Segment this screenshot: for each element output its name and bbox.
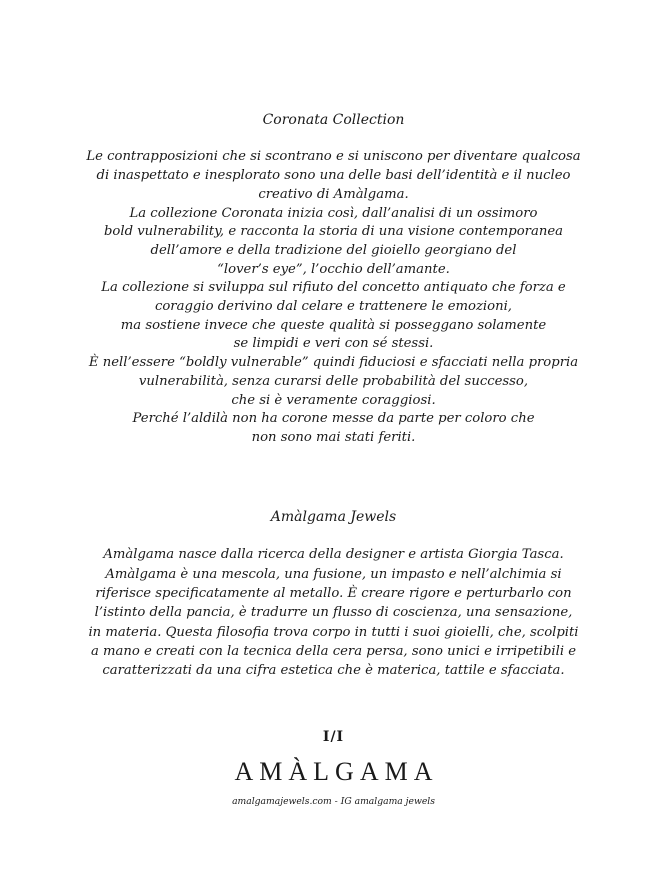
text-line: coraggio derivino dal celare e trattenere le emozioni, [154,299,512,315]
text-line: La collezione si sviluppa sul rifiuto del concetto antiquato che forza e [101,280,566,296]
text-line: bold vulnerability, e racconta la storia di una visione contemporanea [103,224,564,240]
text-line: a mano e creati con la tecnica della cera persa, sono unici e irripetibili e [90,643,577,659]
text-line: creativo di Amàlgama. [258,186,409,202]
text-line: in materia. Questa filosofia trova corpo in tutti i suoi gioielli, che, scolpiti [88,624,579,640]
coronata-collection-title: Coronata Collection [262,112,405,128]
text-line: Le contrapposizioni che si scontrano e si uniscono per diventare qualcosa [86,149,581,165]
text-line: di inaspettato e inesplorato sono una delle basi dell’identità e il nucleo [96,168,571,184]
text-line: non sono mai stati feriti. [251,429,416,445]
text-line: che si è veramente coraggiosi. [231,392,436,408]
coronata-collection-text [0,148,667,447]
text-line: Amàlgama è una mescola, una fusione, un impasto e nell’alchimia si [105,566,562,582]
text-line: È nell’essere “boldly vulnerable” quindi fiduciosi e sfacciati nella propria [88,355,579,371]
amalgama-jewels-title: Amàlgama Jewels [270,509,397,525]
text-line: se limpidi e veri con sé stessi. [233,336,434,352]
text-line: riferisce specificatamente al metallo. È creare rigore e perturbarlo con [95,585,572,601]
text-line: ma sostiene invece che queste qualità si posseggano solamente [120,317,547,333]
text-line: vulnerabilità, senza curarsi delle probabilità del successo, [138,373,529,389]
brand-logo-text: AMÀLGAMA [234,757,439,786]
text-line: Amàlgama nasce dalla ricerca della designer e artista Giorgia Tasca. [103,547,564,563]
amalgama-jewels-text [0,545,667,680]
text-line: Perché l’aldilà non ha corone messe da parte per coloro che [132,411,535,427]
text-line: dell’amore e della tradizione del gioiello georgiano del [150,242,517,258]
coronata-collection-section [0,111,667,448]
text-line: l’istinto della pancia, è tradurre un flusso di coscienza, una sensazione, [94,605,573,621]
text-line: “lover’s eye”, l’occhio dell’amante. [217,261,450,277]
page-number: I/I [322,729,345,745]
amalgama-jewels-section [0,508,667,680]
text-line: La collezione Coronata inizia così, dall’analisi di un ossimoro [129,205,538,221]
contact-line: amalgamajewels.com - IG amalgama jewels [232,796,435,807]
text-line: caratterizzati da una cifra estetica che è materica, tattile e sfacciata. [102,663,565,679]
